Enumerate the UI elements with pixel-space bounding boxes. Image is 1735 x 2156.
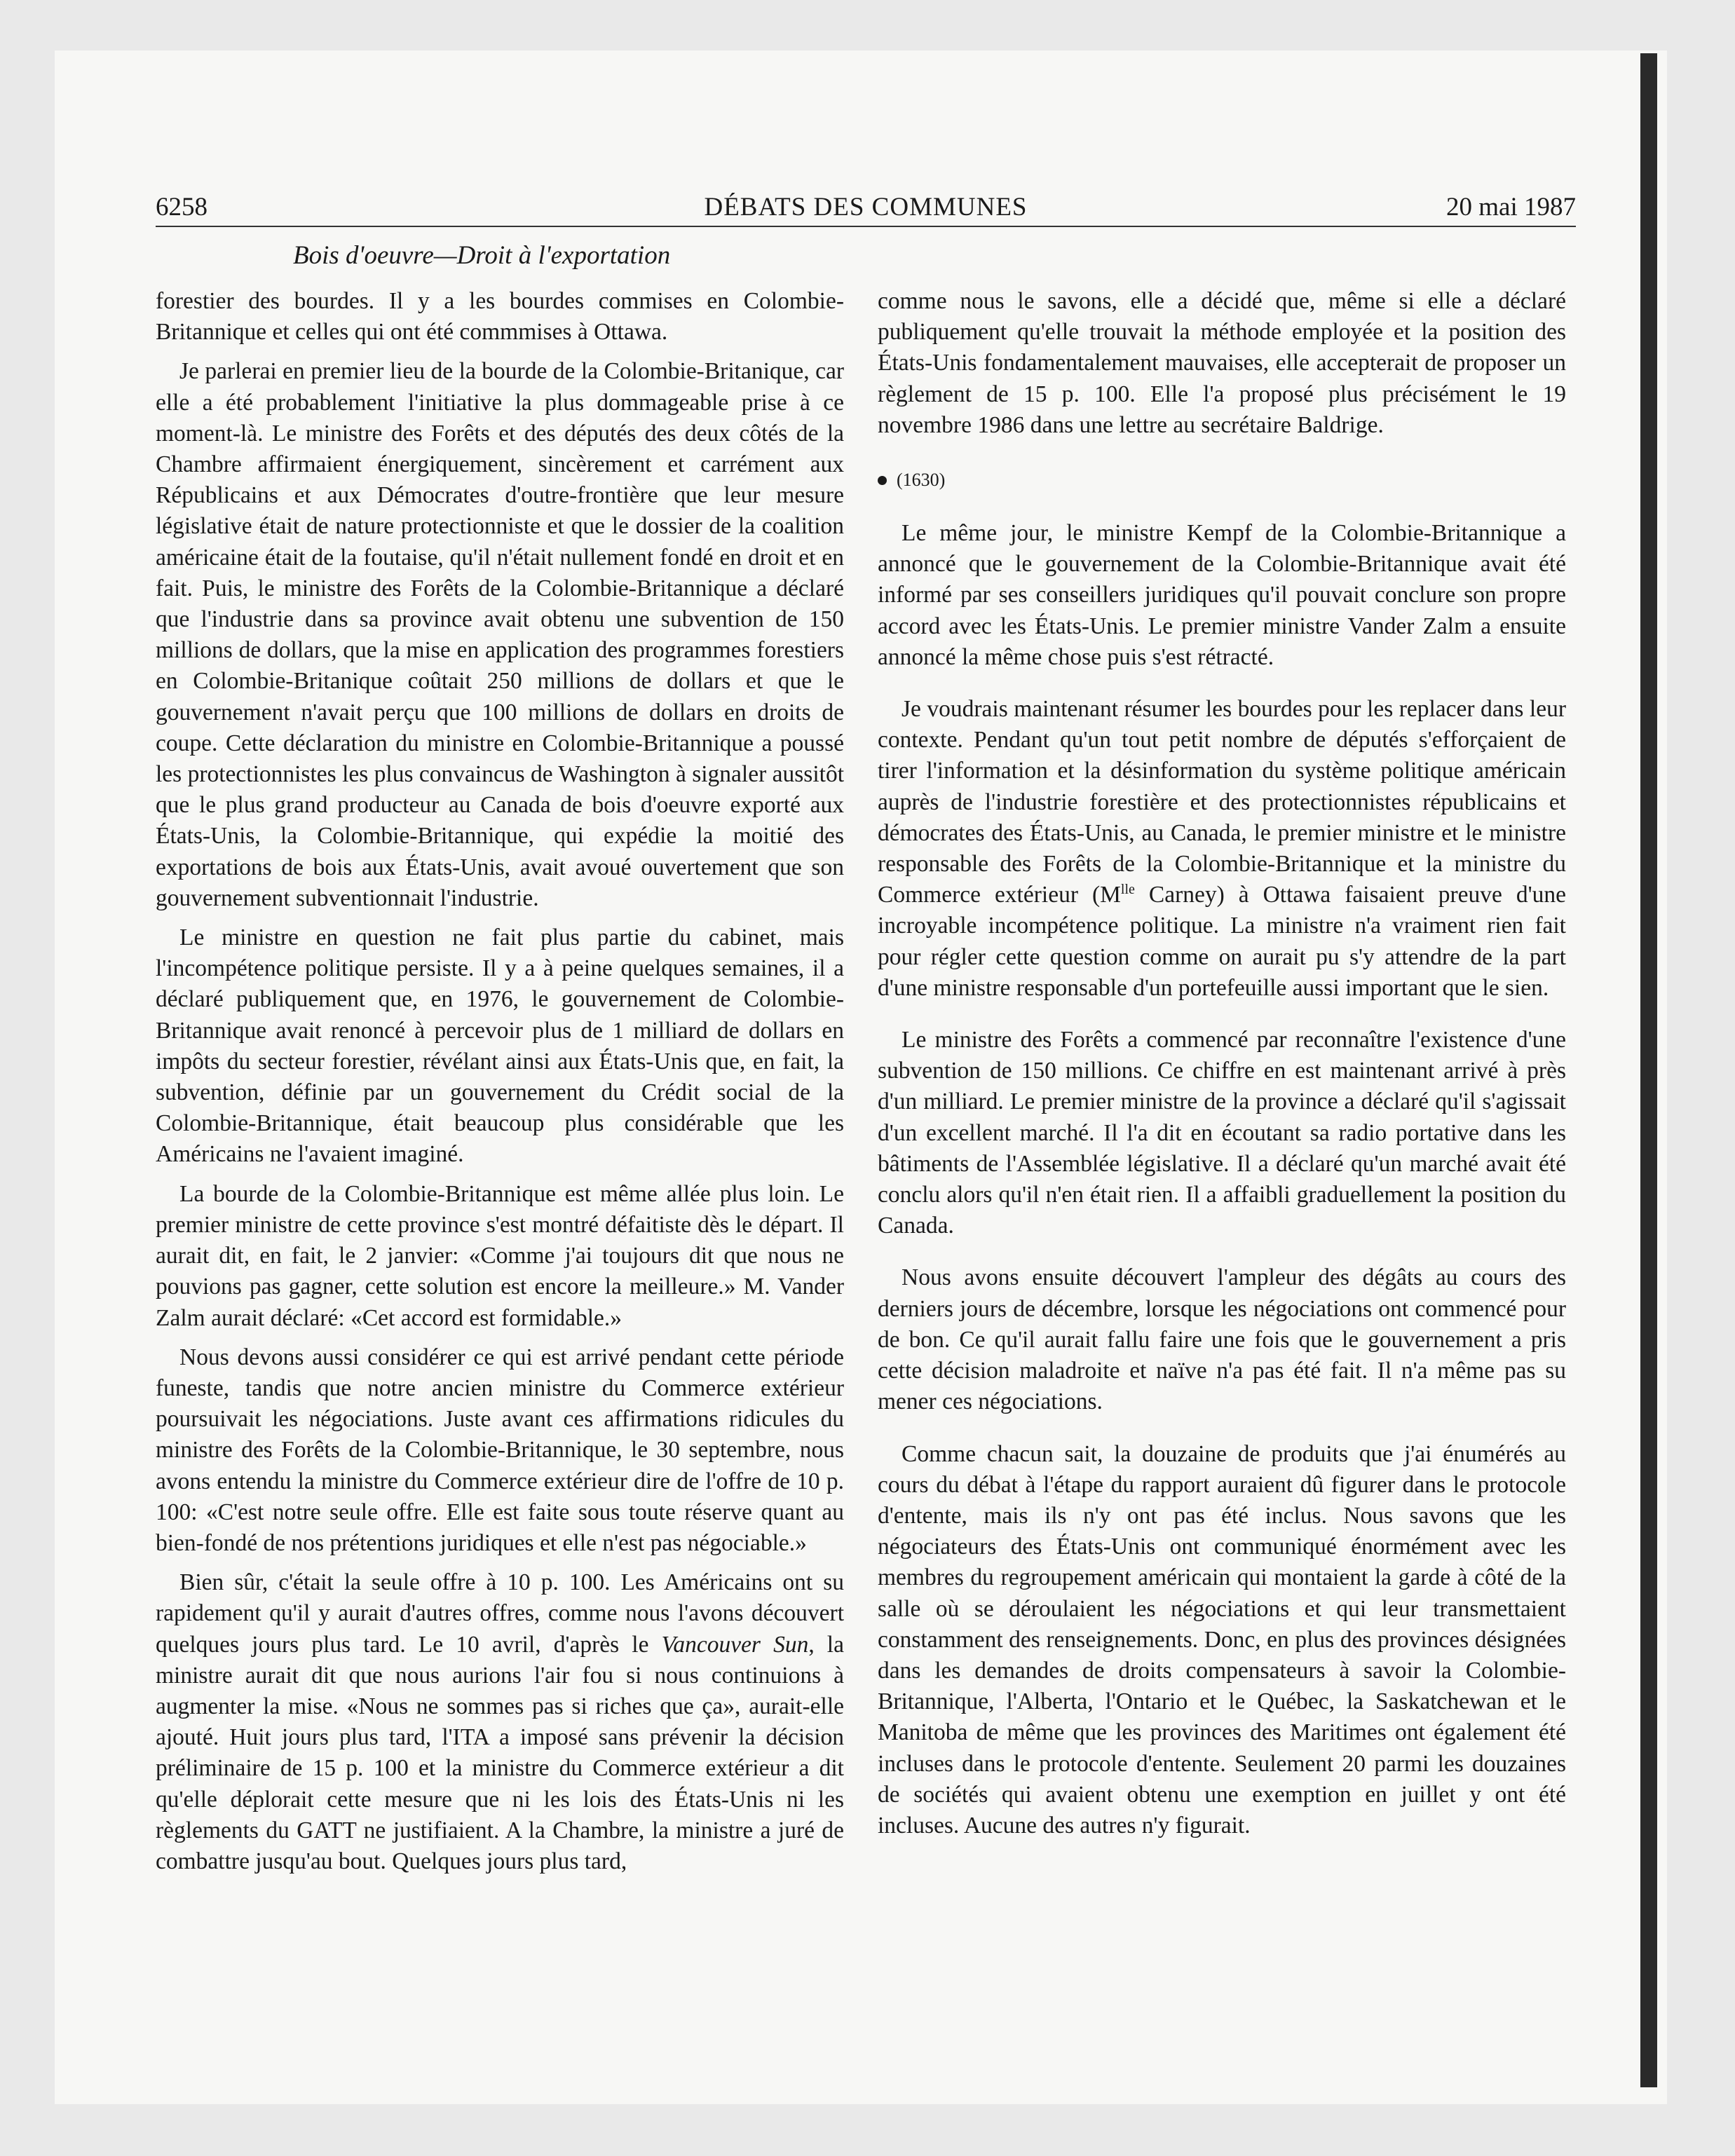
- scan-edge-shadow: [1640, 53, 1657, 2087]
- paragraph: Le même jour, le ministre Kempf de la Colombie-Britannique a annoncé que le gouvernement de la Colombie-Britannique avait été informé par ses conseillers juridiques qu'il pouvait conclure son propre accord avec les États-Unis. Le premier ministre Vander Zalm a ensuite annoncé la même chose puis s'est rétracté.: [878, 520, 1566, 670]
- section-title: Bois d'oeuvre—Droit à l'exportation: [293, 241, 671, 270]
- paragraph: La bourde de la Colombie-Britannique est même allée plus loin. Le premier ministre de cette province s'est montré défaitiste dès le départ. Il aurait dit, en fait, le 2 janvier: «Comme j'ai toujours dit que nous ne pouvions pas gagner, cette solution est encore la meilleure.» M. Vander Zalm aurait déclaré: «Cet accord est formidable.»: [156, 1180, 844, 1331]
- paragraph: Bien sûr, c'était la seule offre à 10 p. 100. Les Américains ont su rapidement qu'il y aurait d'autres offres, comme nous l'avons découvert quelques jours plus tard. Le 10 avril, d'après le Vancouver Sun, la ministre aurait dit que nous aurions l'air fou si nous continuions à augmenter la mise. «Nous ne sommes pas si riches que ça», aurait-elle ajouté. Huit jours plus tard, l'ITA a imposé sans prévenir la décision préliminaire de 15 p. 100 et la ministre du Commerce extérieur a dit qu'elle déplorait cette mesure que ni les lois des États-Unis ni les règlements du GATT ne justifiaient. A la Chambre, la ministre a juré de combattre jusqu'au bout. Quelques jours plus tard,: [156, 1569, 844, 1874]
- page-number: 6258: [156, 193, 207, 221]
- publication-date: 20 mai 1987: [1446, 193, 1576, 221]
- paragraph: Je voudrais maintenant résumer les bourdes pour les replacer dans leur contexte. Pendant qu'un tout petit nombre de députés s'efforçaient de tirer l'information et la désinformation du système politique américain auprès de l'industrie forestière et des protectionnistes républicains et démocrates des États-Unis, au Canada, le premier ministre et le ministre responsable des Forêts de la Colombie-Britannique et la ministre du Commerce extérieur ($M^{lle}$ Carney) à Ottawa faisaient preuve d'une incroyable incompétence politique. La ministre n'a vraiment rien fait pour régler cette question comme on aurait pu s'y attendre de la part d'une ministre responsable d'un portefeuille aussi important que le sien.: [878, 696, 1566, 1001]
- paragraph: forestier des bourdes. Il y a les bourdes commises en Colombie-Britannique et celles qui ont été commmises à Ottawa.: [156, 288, 844, 346]
- paragraph: Nous devons aussi considérer ce qui est arrivé pendant cette période funeste, tandis que notre ancien ministre du Commerce extérieur poursuivait les négociations. Juste avant ces affirmations ridicules du ministre des Forêts de la Colombie-Britannique, le 30 septembre, nous avons entendu la ministre du Commerce extérieur dire de l'offre de 10 p. 100: «C'est notre seule offre. Elle est faite sous toute réserve quant au bien-fondé de nos prétentions juridiques et elle n'est pas négociable.»: [156, 1344, 844, 1556]
- publication-title: DÉBATS DES COMMUNES: [704, 193, 1028, 221]
- paragraph: Le ministre des Forêts a commencé par reconnaître l'existence d'une subvention de 150 millions. Ce chiffre en est maintenant arrivé à près d'un milliard. Le premier ministre de la province a déclaré qu'il s'agissait d'un excellent marché. Il l'a dit en écoutant sa radio portative dans les bâtiments de l'Assemblée législative. Il a déclaré qu'un marché avait été conclu alors qu'il n'en était rien. Il a affaibli graduellement la position du Canada.: [878, 1027, 1566, 1239]
- right-column: [878, 286, 1566, 1850]
- left-column: [156, 286, 844, 1885]
- paragraph: Comme chacun sait, la douzaine de produits que j'ai énumérés au cours du débat à l'étape du rapport auraient dû figurer dans le protocole d'entente, mais ils n'y ont pas été inclus. Nous savons que les négociateurs des États-Unis ont communiqué énormément avec les membres du regroupement américain qui montaient la garde à côté de la salle où se déroulaient les négociations et qui leur transmettaient constamment des renseignements. Donc, en plus des provinces désignées dans les demandes de droits compensateurs à savoir la Colombie-Britannique, l'Alberta, l'Ontario et le Québec, la Saskatchewan et le Manitoba de même que les provinces des Maritimes ont également été incluses dans le protocole d'entente. Seulement 20 parmi les douzaines de sociétés qui avaient obtenu une exemption en juillet y ont été incluses. Aucune des autres n'y figurait.: [878, 1440, 1566, 1838]
- paragraph: Je parlerai en premier lieu de la bourde de la Colombie-Britanique, car elle a été probablement l'initiative la plus dommageable prise à ce moment-là. Le ministre des Forêts et des députés des deux côtés de la Chambre affirmaient énergiquement, sincèrement et carrément aux Républicains et aux Démocrates d'outre-frontière que leur mesure législative était de nature protectionniste et que le dossier de la coalition américaine était de la foutaise, qu'il n'était nullement fondé en droit et en fait. Puis, le ministre des Forêts de la Colombie-Britannique a déclaré que l'industrie dans sa province avait obtenu une subvention de 150 millions de dollars, que la mise en application des programmes forestiers en Colombie-Britanique coûtait 250 millions de dollars et que le gouvernement n'avait perçu que 100 millions de dollars en droits de coupe. Cette déclaration du ministre en Colombie-Britannique a poussé les protectionnistes les plus convaincus de Washington à signaler aussitôt que le plus grand producteur au Canada de bois d'oeuvre exporté aux États-Unis, la Colombie-Britannique, qui expédie la moitié des exportations de bois aux États-Unis, avait avoué ouvertement que son gouvernement subventionnait l'industrie.: [156, 358, 844, 911]
- paragraph: comme nous le savons, elle a décidé que, même si elle a déclaré publiquement qu'elle trouvait la méthode employée et la position des États-Unis fondamentalement mauvaises, elle accepterait de proposer un règlement de 15 p. 100. Elle l'a proposé plus précisément le 19 novembre 1986 dans une lettre au secrétaire Baldrige.: [878, 288, 1566, 438]
- bullet-icon: [878, 476, 887, 485]
- time-marker-label: (1630): [897, 470, 946, 491]
- time-marker: [878, 466, 1566, 494]
- paragraph: Nous avons ensuite découvert l'ampleur des dégâts au cours des derniers jours de décembre, lorsque les négociations ont commencé pour de bon. Ce qu'il aurait fallu faire une fois que le gouvernement a pris cette décision maladroite et naïve n'a pas été fait. Il n'a même pas su mener ces négociations.: [878, 1264, 1566, 1415]
- running-header: [156, 189, 1576, 227]
- paragraph: Le ministre en question ne fait plus partie du cabinet, mais l'incompétence politique persiste. Il y a à peine quelques semaines, il a déclaré publiquement que, en 1976, le gouvernement de Colombie-Britannique avait renoncé à percevoir plus de 1 milliard de dollars en impôts du secteur forestier, révélant ainsi aux États-Unis que, en fait, la subvention, définie par un gouvernement du Crédit social de la Colombie-Britannique, était beaucoup plus considérable que les Américains ne l'avaient imaginé.: [156, 925, 844, 1168]
